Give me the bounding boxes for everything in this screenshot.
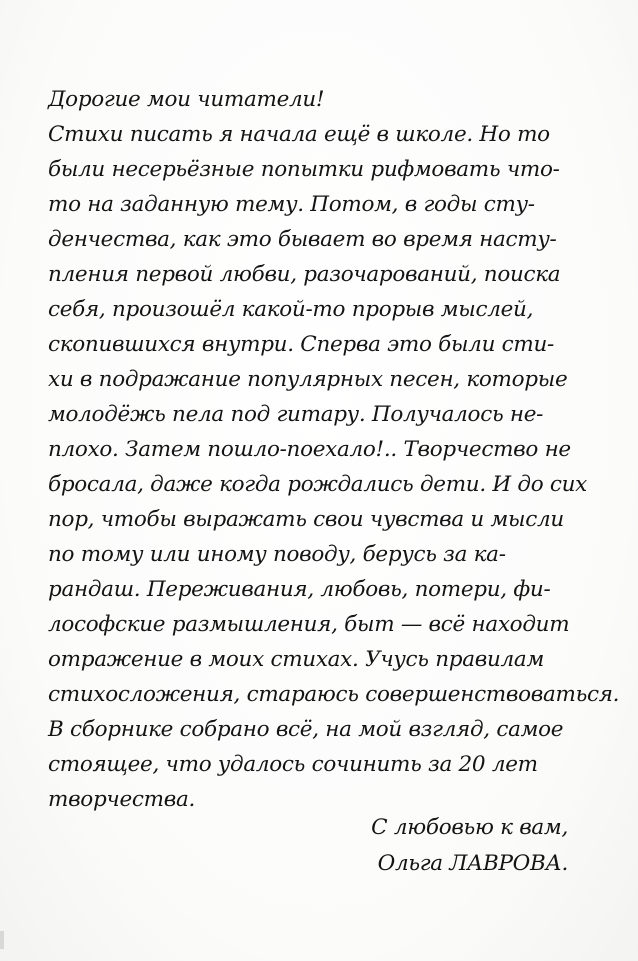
signature-name: Ольга ЛАВРОВА. — [377, 851, 568, 876]
letter-line: рандаш. Переживания, любовь, потери, фи- — [48, 577, 551, 602]
letter-line: плохо. Затем пошло-поехало!.. Творчество не — [48, 437, 571, 462]
letter-line: бросала, даже когда рождались дети. И до сих — [48, 472, 587, 497]
signature-block — [371, 810, 568, 882]
letter-line: молодёжь пела под гитару. Получалось не- — [48, 402, 544, 427]
letter-line: то на заданную тему. Потом, в годы сту- — [48, 192, 535, 217]
letter-line: скопившихся внутри. Сперва это были сти- — [48, 332, 554, 357]
letter-line: творчества. — [48, 787, 196, 812]
letter-line: стихосложения, стараюсь совершенствоваться. — [48, 682, 620, 707]
handwritten-letter — [48, 82, 620, 817]
letter-line: пления первой любви, разочарований, поиска — [48, 262, 561, 287]
letter-line: стоящее, что удалось сочинить за 20 лет — [48, 752, 538, 777]
letter-line: пор, чтобы выражать свои чувства и мысли — [48, 507, 564, 532]
letter-line: по тому или иному поводу, берусь за ка- — [48, 542, 506, 567]
page-edge-mark — [0, 931, 4, 949]
letter-line: Стихи писать я начала ещё в школе. Но то — [48, 122, 550, 147]
letter-greeting: Дорогие мои читатели! — [48, 87, 325, 112]
letter-line: отражение в моих стихах. Учусь правилам — [48, 647, 544, 672]
letter-line: В сборнике собрано всё, на мой взгляд, самое — [48, 717, 564, 742]
letter-line: хи в подражание популярных песен, которые — [48, 367, 568, 392]
signature-closing: С любовью к вам, — [371, 815, 568, 840]
letter-line: были несерьёзные попытки рифмовать что- — [48, 157, 560, 182]
letter-line: лософские размышления, быт — всё находит — [48, 612, 570, 637]
letter-line: себя, произошёл какой-то прорыв мыслей, — [48, 297, 534, 322]
letter-line: денчества, как это бывает во время насту- — [48, 227, 557, 252]
